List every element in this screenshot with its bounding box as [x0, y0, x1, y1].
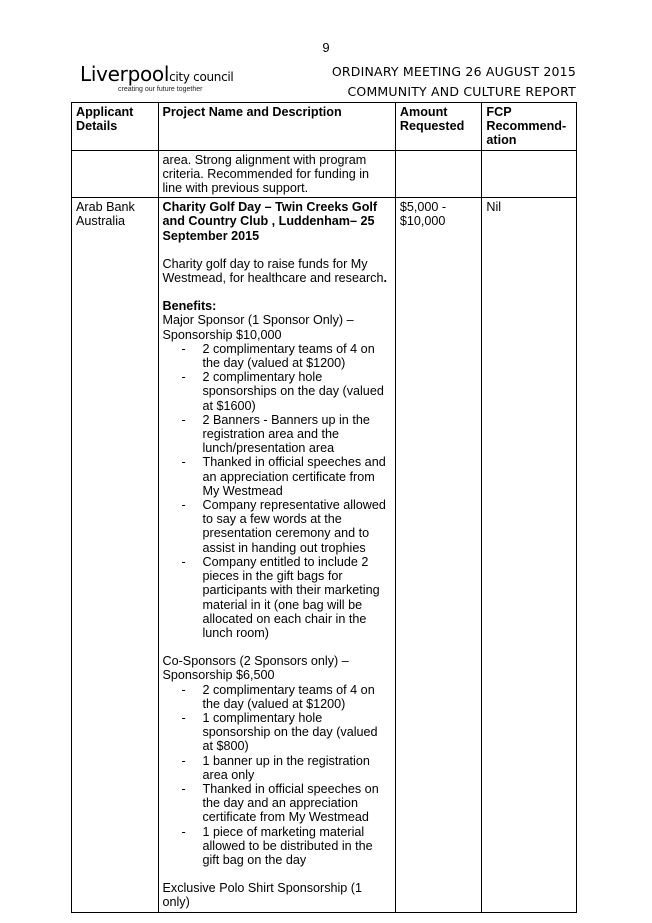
header-fcp: FCP Recommend-ation — [482, 103, 577, 151]
cell-fcp-empty — [482, 150, 577, 198]
table-row — [72, 150, 577, 198]
project-description-end: . — [383, 271, 387, 286]
benefits-heading: Benefits: — [162, 299, 217, 314]
list-item: - Company entitled to include 2 pieces in the gift bags for participants with their marketing material in it (one bag will be allocated on each chair in the lunch room) — [182, 555, 390, 640]
cell-project — [158, 198, 395, 912]
cell-project-continued: area. Strong alignment with program criteria. Recommended for funding in line with previous support. — [158, 150, 395, 198]
list-item: - Thanked in official speeches and an appreciation certificate from My Westmead — [182, 455, 390, 498]
amount-line-2: $10,000 — [399, 214, 446, 229]
logo-wordmark: Liverpool — [80, 62, 170, 86]
list-item: - 2 complimentary teams of 4 on the day (valued at $1200) — [182, 342, 390, 370]
header-project: Project Name and Description — [158, 103, 395, 151]
cell-fcp: Nil — [482, 198, 577, 912]
amount-line-1: $5,000 - — [399, 200, 447, 215]
polo-shirt-sponsorship: Exclusive Polo Shirt Sponsorship (1 only) — [162, 881, 362, 910]
list-item: - Thanked in official speeches on the day and an appreciation certificate from My Westmead — [182, 782, 390, 825]
major-sponsor-list — [163, 342, 390, 640]
major-sponsor-heading: Major Sponsor (1 Sponsor Only) – Sponsorship $10,000 — [162, 313, 354, 342]
cell-amount — [395, 198, 482, 912]
co-sponsors-list — [163, 683, 390, 868]
cell-applicant: Arab Bank Australia — [72, 198, 159, 912]
list-item: - 1 complimentary hole sponsorship on the day (valued at $800) — [182, 711, 390, 754]
project-description-text: Charity golf day to raise funds for My Westmead, for healthcare and research — [162, 256, 384, 286]
list-item: - 1 piece of marketing material allowed to be distributed in the gift bag on the day — [182, 825, 390, 868]
project-description — [163, 257, 390, 285]
page-number: 9 — [322, 40, 330, 55]
council-logo — [80, 64, 233, 93]
cell-applicant-empty — [72, 150, 159, 198]
list-item: - 2 complimentary teams of 4 on the day (valued at $1200) — [182, 683, 390, 711]
header-applicant: Applicant Details — [72, 103, 159, 151]
list-item: - 2 complimentary hole sponsorships on the day (valued at $1600) — [182, 370, 390, 413]
list-item: - 1 banner up in the registration area only — [182, 754, 390, 782]
logo-city: city council — [169, 70, 234, 84]
table-header-row — [72, 103, 577, 151]
list-item: - 2 Banners - Banners up in the registration area and the lunch/presentation area — [182, 413, 390, 456]
cell-amount-empty — [395, 150, 482, 198]
report-title: COMMUNITY AND CULTURE REPORT — [347, 84, 576, 99]
grants-table — [71, 102, 577, 913]
list-item: - Company representative allowed to say a few words at the presentation ceremony and to assist in handing out trophies — [182, 498, 390, 555]
meeting-title: ORDINARY MEETING 26 AUGUST 2015 — [331, 64, 576, 79]
logo-tagline: creating our future together — [118, 86, 203, 93]
co-sponsors-heading: Co-Sponsors (2 Sponsors only) – Sponsorship $6,500 — [162, 654, 349, 683]
header-amount: Amount Requested — [395, 103, 482, 151]
table-row — [72, 198, 577, 912]
project-title: Charity Golf Day – Twin Creeks Golf and Country Club , Luddenham– 25 September 2015 — [162, 200, 378, 243]
